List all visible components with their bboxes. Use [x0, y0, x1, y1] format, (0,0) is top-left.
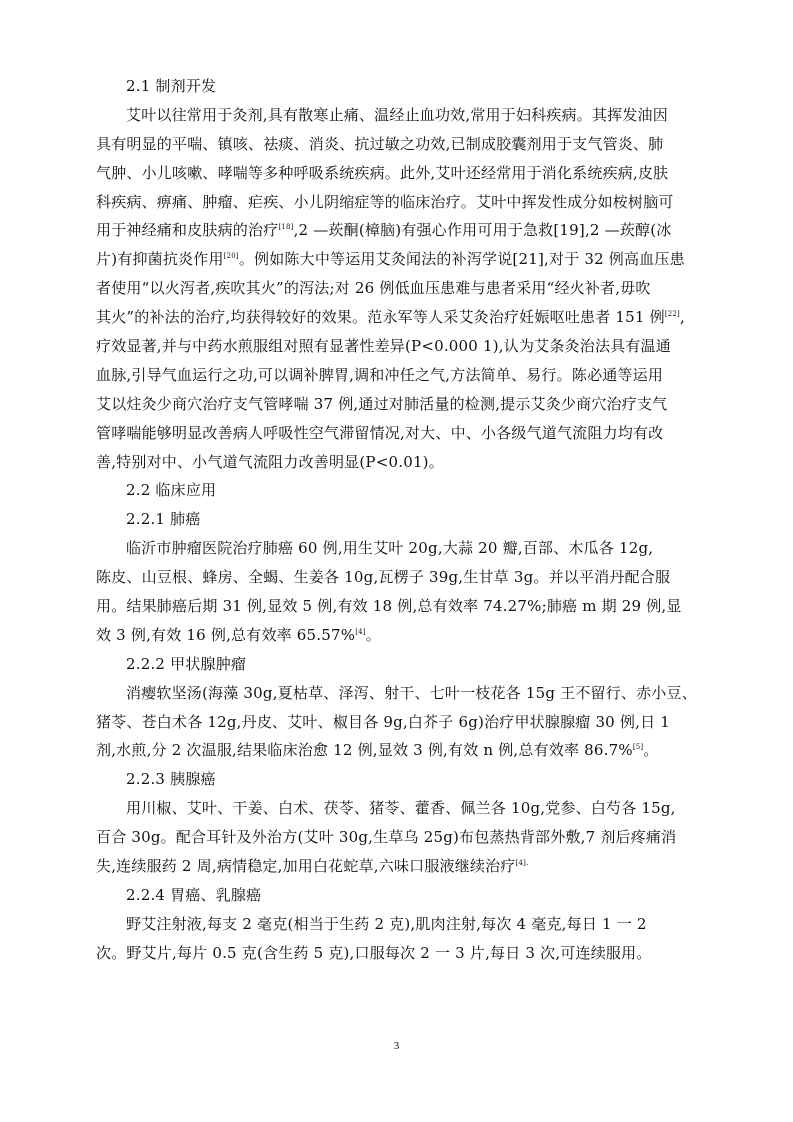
paragraph-line: 善,特别对中、小气道气流阻力改善明显(P<0.01)。 — [96, 452, 444, 471]
section-heading-2-1: 2.1 制剂开发 — [126, 77, 217, 95]
paragraph-line: 陈皮、山豆根、蜂房、全蝎、生姜各 10g,瓦楞子 39g,生甘草 3g。并以平消丹配合服 — [96, 568, 671, 587]
document-body — [96, 72, 700, 968]
paragraph-line: 用川椒、艾叶、干姜、白术、茯苓、猪苓、藿香、佩兰各 10g,党参、白芍各 15g, — [126, 799, 676, 818]
paragraph-line: 其火”的补法的治疗,均获得较好的效果。范永军等人采艾灸治疗妊娠呕吐患者 151 例[22], — [96, 308, 685, 327]
subsection-heading-pancreatic-cancer: 2.2.3 胰腺癌 — [126, 770, 216, 789]
paragraph-line: 片)有抑菌抗炎作用[20]。例如陈大中等运用艾灸闻法的补泻学说[21],对于 32 例高血压患 — [96, 250, 685, 269]
paragraph-line: 用。结果肺癌后期 31 例,显效 5 例,有效 18 例,总有效率 74.27%;肺癌 m 期 29 例,显 — [96, 597, 682, 616]
page-number: 3 — [393, 1040, 400, 1052]
subsection-heading-lung-cancer: 2.2.1 肺癌 — [126, 510, 201, 529]
paragraph-line: 消瘿软坚汤(海藻 30g,夏枯草、泽泻、射干、七叶一枝花各 15g 王不留行、赤小豆、 — [126, 683, 697, 702]
paragraph-line: 临沂市肿瘤医院治疗肺癌 60 例,用生艾叶 20g,大蒜 20 瓣,百部、木瓜各 12g, — [126, 539, 654, 558]
paragraph-line: 者使用“以火泻者,疾吹其火”的泻法;对 26 例低血压患难与患者采用“经火补者,毋吹 — [96, 279, 651, 298]
paragraph-line: 气肿、小儿咳嗽、哮喘等多种呼吸系统疾病。此外,艾叶还经常用于消化系统疾病,皮肤 — [96, 163, 669, 182]
paragraph-line: 次。野艾片,每片 0.5 克(含生药 5 克),口服每次 2 一 3 片,每日 3 次,可连续服用。 — [96, 943, 652, 962]
paragraph-line: 百合 30g。配合耳针及外治方(艾叶 30g,生草乌 25g)布包蒸热背部外敷,7 剂后疼痛消 — [96, 828, 677, 847]
citation-20: [20] — [223, 252, 239, 261]
citation-22: [22] — [664, 310, 680, 319]
paragraph-line: 具有明显的平喘、镇咳、祛痰、消炎、抗过敏之功效,已制成胶囊剂用于支气管炎、肺 — [96, 134, 664, 153]
citation-18: [18] — [278, 223, 294, 232]
paragraph-line: 血脉,引导气血运行之功,可以调补脾胃,调和冲任之气,方法简单、易行。陈必通等运用 — [96, 365, 664, 384]
paragraph-line: 科疾病、痹痛、肿瘤、疟疾、小儿阴缩症等的临床治疗。艾叶中挥发性成分如桉树脑可 — [96, 192, 674, 211]
paragraph-line: 疗效显著,并与中药水煎服组对照有显著性差异(P<0.000 1),认为艾条灸治法具有温通 — [96, 337, 671, 356]
section-heading-2-2: 2.2 临床应用 — [126, 481, 217, 500]
paragraph-line: 艾叶以往常用于灸剂,具有散寒止痛、温经止血功效,常用于妇科疾病。其挥发油因 — [126, 105, 668, 124]
citation-4: [4] — [355, 627, 366, 636]
citation-5: [5] — [632, 743, 644, 752]
paragraph-line: 效 3 例,有效 16 例,总有效率 65.57%[4]。 — [96, 625, 381, 644]
paragraph-line: 艾以炷灸少商穴治疗支气管哮喘 37 例,通过对肺活量的检测,提示艾灸少商穴治疗支气 — [96, 394, 668, 413]
paragraph-line: 管哮喘能够明显改善病人呼吸性空气滞留情况,对大、中、小各级气道气流阻力均有改 — [96, 423, 664, 442]
paragraph-line: 剂,水煎,分 2 次温服,结果临床治愈 12 例,显效 3 例,有效 n 例,总有效率 86.7%[5]。 — [96, 741, 659, 760]
subsection-heading-gastric-breast-cancer: 2.2.4 胃癌、乳腺癌 — [126, 885, 262, 904]
subsection-heading-thyroid-tumor: 2.2.2 甲状腺肿瘤 — [126, 654, 247, 673]
paragraph-line: 野艾注射液,每支 2 毫克(相当于生药 2 克),肌肉注射,每次 4 毫克,每日 1 一 2 — [126, 914, 647, 933]
citation-4b: [4]. — [515, 859, 529, 868]
paragraph-line: 猪苓、苍白术各 12g,丹皮、艾叶、椒目各 9g,白芥子 6g)治疗甲状腺腺瘤 30 例,日 1 — [96, 712, 670, 731]
paragraph-line: 失,连续服药 2 周,病情稳定,加用白花蛇草,六味口服液继续治疗$^{[4].}$ — [96, 857, 529, 876]
paragraph-line: 用于神经痛和皮肤病的治疗[18],2 —莰酮(樟脑)有强心作用可用于急救[19],2 —莰醇(冰 — [96, 221, 672, 240]
